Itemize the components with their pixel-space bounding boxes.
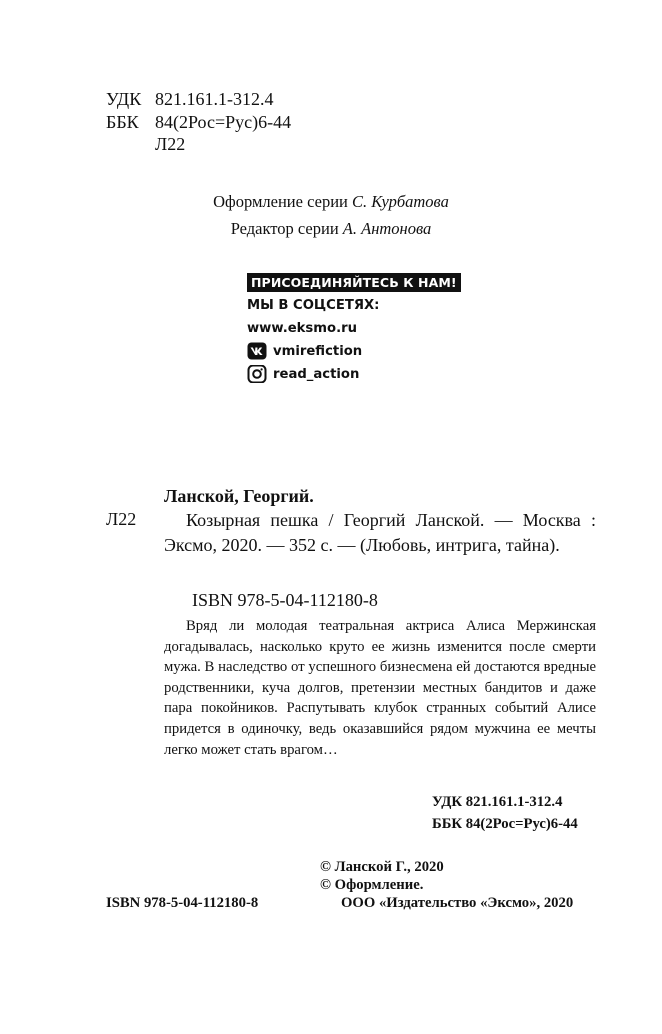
- bbk-row: [106, 111, 291, 133]
- copyright-publisher: ООО «Издательство «Эксмо», 2020: [341, 895, 574, 911]
- copyright-author: © Ланской Г., 2020: [320, 859, 444, 875]
- vk-icon: [247, 342, 267, 360]
- instagram-handle: read_action: [273, 367, 360, 382]
- author-mark: Л22: [155, 134, 186, 154]
- bbk-label: ББК: [106, 112, 139, 132]
- series-editor-label: Редактор серии: [230, 219, 339, 238]
- bibliography-isbn: ISBN 978-5-04-112180-8: [192, 590, 378, 610]
- join-us-banner: ПРИСОЕДИНЯЙТЕСЬ К НАМ!: [247, 273, 461, 292]
- annotation-text: Вряд ли молодая театральная актриса Алиса Мержинская догадывалась, насколько круто ее жизнь изменится после смерти мужа. В наследство от успешного бизнесмена ей достаются вредные родственники, куча долгов, претензии местных бандитов и даже пара покойников. Распутывать клубок странных событий Алисе придется в одиночку, ведь оказавшийся рядом мужчина ее мечты легко может стать врагом…: [164, 618, 596, 758]
- vk-handle: vmirefiction: [273, 344, 363, 359]
- website-link[interactable]: www.eksmo.ru: [247, 321, 357, 336]
- udk-row: [106, 88, 274, 110]
- bibliography-description: [164, 508, 596, 558]
- footer-isbn: ISBN 978-5-04-112180-8: [106, 895, 259, 911]
- bibliography-marker: Л22: [106, 509, 137, 529]
- bibliography-author: Ланской, Георгий.: [164, 486, 314, 506]
- series-editor-name: А. Антонова: [342, 219, 432, 238]
- copyright-design: © Оформление.: [320, 877, 424, 893]
- social-subtitle: МЫ В СОЦСЕТЯХ:: [247, 298, 380, 313]
- vk-row[interactable]: [247, 342, 461, 362]
- annotation: [164, 616, 596, 760]
- instagram-icon: [247, 365, 267, 383]
- series-design-credit: [0, 192, 662, 212]
- series-editor-credit: [0, 219, 662, 239]
- series-design-label: Оформление серии: [213, 192, 348, 211]
- udk-value: 821.161.1-312.4: [155, 89, 274, 109]
- social-block: [247, 273, 461, 385]
- udk-label: УДК: [106, 89, 142, 109]
- series-design-name: С. Курбатова: [351, 192, 449, 211]
- bbk-value: 84(2Рос=Рус)6-44: [155, 112, 292, 132]
- bbk-repeat: ББК 84(2Рос=Рус)6-44: [432, 816, 578, 832]
- bibliography-description-text: Козырная пешка / Георгий Ланской. — Москва : Эксмо, 2020. — 352 с. — (Любовь, интрига, тайна).: [164, 510, 596, 555]
- instagram-row[interactable]: [247, 365, 461, 385]
- udk-repeat: УДК 821.161.1-312.4: [432, 794, 563, 810]
